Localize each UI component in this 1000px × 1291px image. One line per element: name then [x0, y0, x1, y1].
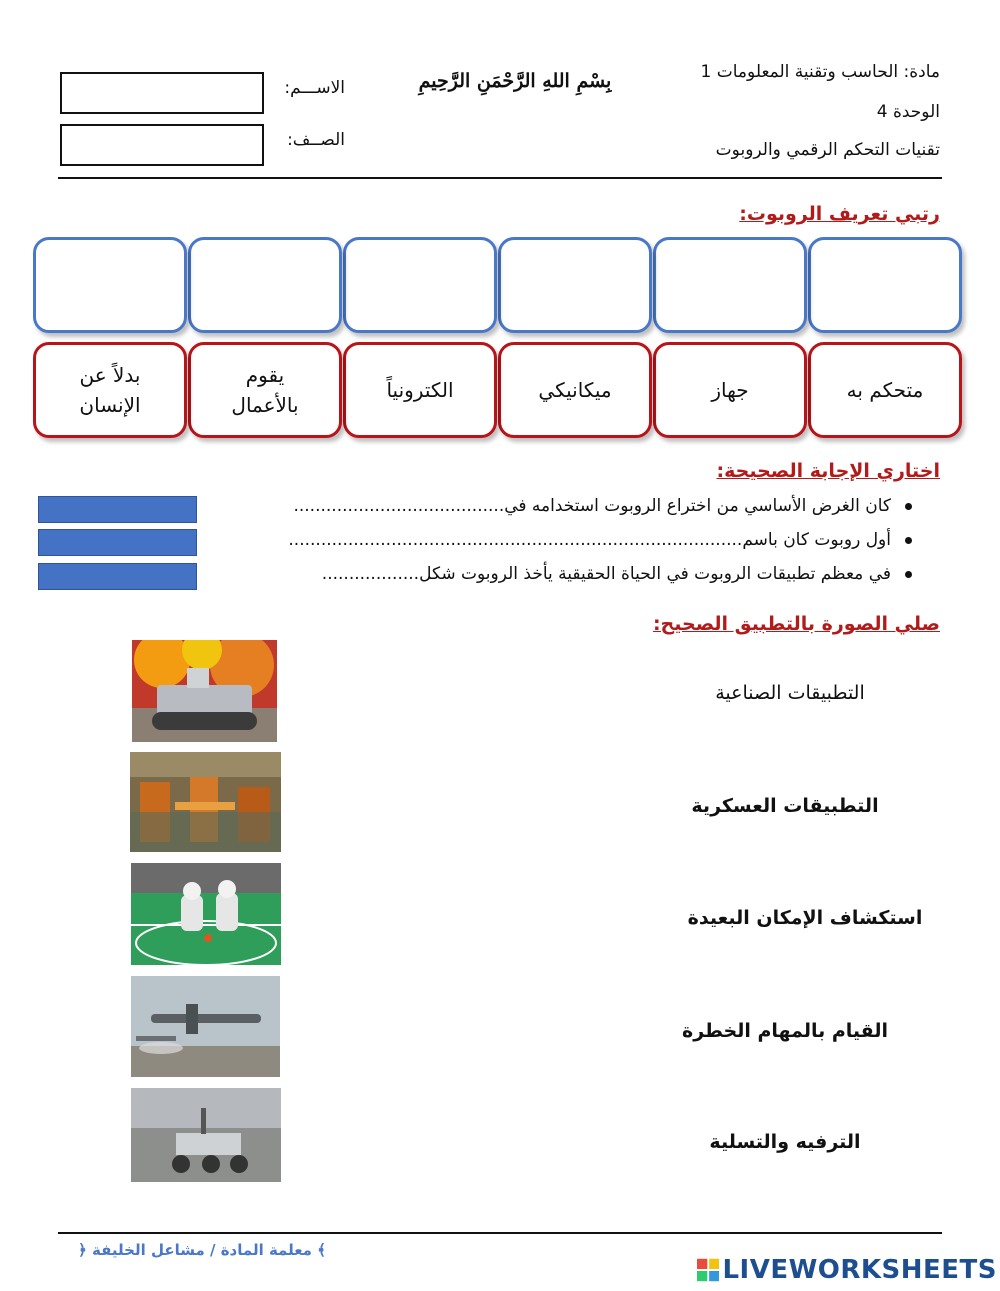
name-label: الاســـم: — [284, 78, 345, 98]
question-text: كان الغرض الأساسي من اختراع الروبوت استخدامه في....................................... — [293, 496, 891, 516]
space-rover-image[interactable] — [131, 1088, 281, 1182]
word-card-2[interactable] — [653, 342, 807, 438]
subject-line: مادة: الحاسب وتقنية المعلومات 1 — [700, 62, 940, 82]
logo-grid-icon — [697, 1258, 719, 1282]
application-label-4[interactable]: القيام بالمهام الخطرة — [682, 1020, 888, 1042]
application-label-5[interactable]: الترفيه والتسلية — [709, 1131, 861, 1153]
soccer-robots-image[interactable] — [131, 863, 281, 965]
question-3 — [322, 564, 912, 584]
question-text: أول روبوت كان باسم.................................................................................... — [288, 530, 891, 550]
word-card-label: الكترونياً — [386, 378, 454, 402]
word-card-4[interactable] — [343, 342, 497, 438]
drop-box-2[interactable] — [653, 237, 807, 333]
word-card-label: جهاز — [711, 378, 749, 402]
answer-box-2[interactable] — [38, 529, 197, 556]
question-2 — [288, 530, 912, 550]
answer-box-1[interactable] — [38, 496, 197, 523]
section1-title: رتبي تعريف الروبوت: — [739, 203, 940, 225]
firefighting-robot-image[interactable] — [132, 640, 277, 742]
decor-left-icon: ﴾ — [311, 1241, 326, 1259]
class-input-box[interactable] — [60, 124, 264, 166]
section2-title: اختاري الإجابة الصحيحة: — [716, 460, 940, 482]
word-card-label: ميكانيكي — [538, 378, 612, 402]
section3-title: صلي الصورة بالتطبيق الصحيح: — [652, 613, 940, 635]
unit-line: الوحدة 4 — [876, 102, 940, 122]
drop-box-4[interactable] — [343, 237, 497, 333]
industrial-robots-image[interactable] — [130, 752, 281, 852]
decor-right-icon: ﴿ — [78, 1241, 93, 1259]
teacher-text: معلمة المادة / مشاعل الخليفة — [92, 1241, 312, 1259]
application-label-3[interactable]: استكشاف الإمكان البعيدة — [687, 907, 923, 929]
answer-box-3[interactable] — [38, 563, 197, 590]
footer-divider — [58, 1232, 942, 1234]
drop-box-6[interactable] — [33, 237, 187, 333]
class-label: الصــف: — [287, 130, 345, 150]
question-text: في معظم تطبيقات الروبوت في الحياة الحقيقية يأخذ الروبوت شكل.................. — [321, 564, 891, 584]
bullet-icon — [905, 503, 912, 510]
application-label-1[interactable]: التطبيقات الصناعية — [715, 682, 865, 704]
header-divider — [58, 177, 942, 179]
military-drone-image[interactable] — [131, 976, 280, 1077]
application-label-2[interactable]: التطبيقات العسكرية — [691, 795, 879, 817]
liveworksheets-logo[interactable] — [697, 1254, 997, 1286]
basmala: بِسْمِ اللهِ الرَّحْمَنِ الرَّحِيمِ — [418, 70, 612, 92]
word-card-3[interactable] — [498, 342, 652, 438]
drop-box-1[interactable] — [808, 237, 962, 333]
word-card-5[interactable] — [188, 342, 342, 438]
word-card-label: يقوم بالأعمال — [231, 363, 299, 417]
topic-line: تقنيات التحكم الرقمي والروبوت — [715, 140, 940, 160]
name-input-box[interactable] — [60, 72, 264, 114]
word-card-label: متحكم به — [846, 378, 924, 402]
teacher-name — [72, 1241, 332, 1259]
drop-box-5[interactable] — [188, 237, 342, 333]
bullet-icon — [905, 571, 912, 578]
brand-text: LIVEWORKSHEETS — [722, 1255, 997, 1285]
drop-box-3[interactable] — [498, 237, 652, 333]
bullet-icon — [905, 537, 912, 544]
question-1 — [293, 496, 912, 516]
word-card-6[interactable] — [33, 342, 187, 438]
word-card-1[interactable] — [808, 342, 962, 438]
word-card-label: بدلاً عن الإنسان — [79, 363, 141, 417]
